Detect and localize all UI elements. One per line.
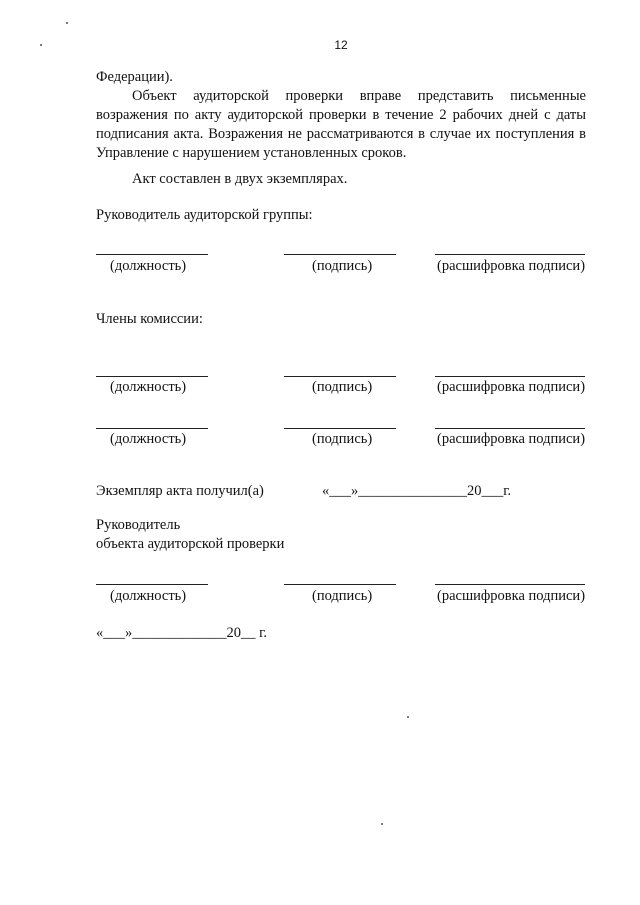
members-label: Члены комиссии: xyxy=(96,311,203,327)
decoding-caption: (расшифровка подписи) xyxy=(437,379,586,395)
position-line xyxy=(96,584,208,585)
decoding-caption: (расшифровка подписи) xyxy=(437,431,586,447)
position-caption: (должность) xyxy=(110,379,187,395)
signature-line xyxy=(284,584,396,585)
decoding-line xyxy=(435,254,585,255)
signature-caption: (подпись) xyxy=(312,431,373,447)
paragraph-line: подписания акта. Возражения не рассматриваются в случае их поступления в xyxy=(96,126,586,142)
signature-caption: (подпись) xyxy=(312,258,373,274)
position-caption: (должность) xyxy=(110,588,187,604)
paragraph-line: Управление с нарушением установленных сроков. xyxy=(96,145,407,161)
scan-speck xyxy=(40,44,42,46)
signature-line xyxy=(284,254,396,255)
signature-line xyxy=(284,428,396,429)
received-date: «___»_______________20___г. xyxy=(322,483,512,499)
paragraph-line: возражения по акту аудиторской проверки в течение 2 рабочих дней с даты xyxy=(96,107,586,123)
decoding-caption: (расшифровка подписи) xyxy=(437,588,586,604)
signature-caption: (подпись) xyxy=(312,588,373,604)
scan-speck xyxy=(381,823,383,825)
paragraph-line: Федерации). xyxy=(96,69,173,85)
decoding-caption: (расшифровка подписи) xyxy=(437,258,586,274)
head-of-group-label: Руководитель аудиторской группы: xyxy=(96,207,313,223)
received-label: Экземпляр акта получил(а) xyxy=(96,483,264,499)
scan-speck xyxy=(66,22,68,24)
final-date: «___»_____________20__ г. xyxy=(96,625,268,641)
signature-line xyxy=(284,376,396,377)
position-line xyxy=(96,428,208,429)
position-line xyxy=(96,254,208,255)
signature-caption: (подпись) xyxy=(312,379,373,395)
copies-note: Акт составлен в двух экземплярах. xyxy=(132,171,348,187)
decoding-line xyxy=(435,376,585,377)
paragraph-line: Объект аудиторской проверки вправе представить письменные xyxy=(132,88,586,104)
position-line xyxy=(96,376,208,377)
scan-speck xyxy=(407,716,409,718)
head-object-title: Руководитель xyxy=(96,517,181,533)
page-number: 12 xyxy=(334,38,348,52)
position-caption: (должность) xyxy=(110,431,187,447)
body-paragraph xyxy=(96,68,586,163)
position-caption: (должность) xyxy=(110,258,187,274)
decoding-line xyxy=(435,584,585,585)
head-object-title-line2: объекта аудиторской проверки xyxy=(96,536,285,552)
decoding-line xyxy=(435,428,585,429)
